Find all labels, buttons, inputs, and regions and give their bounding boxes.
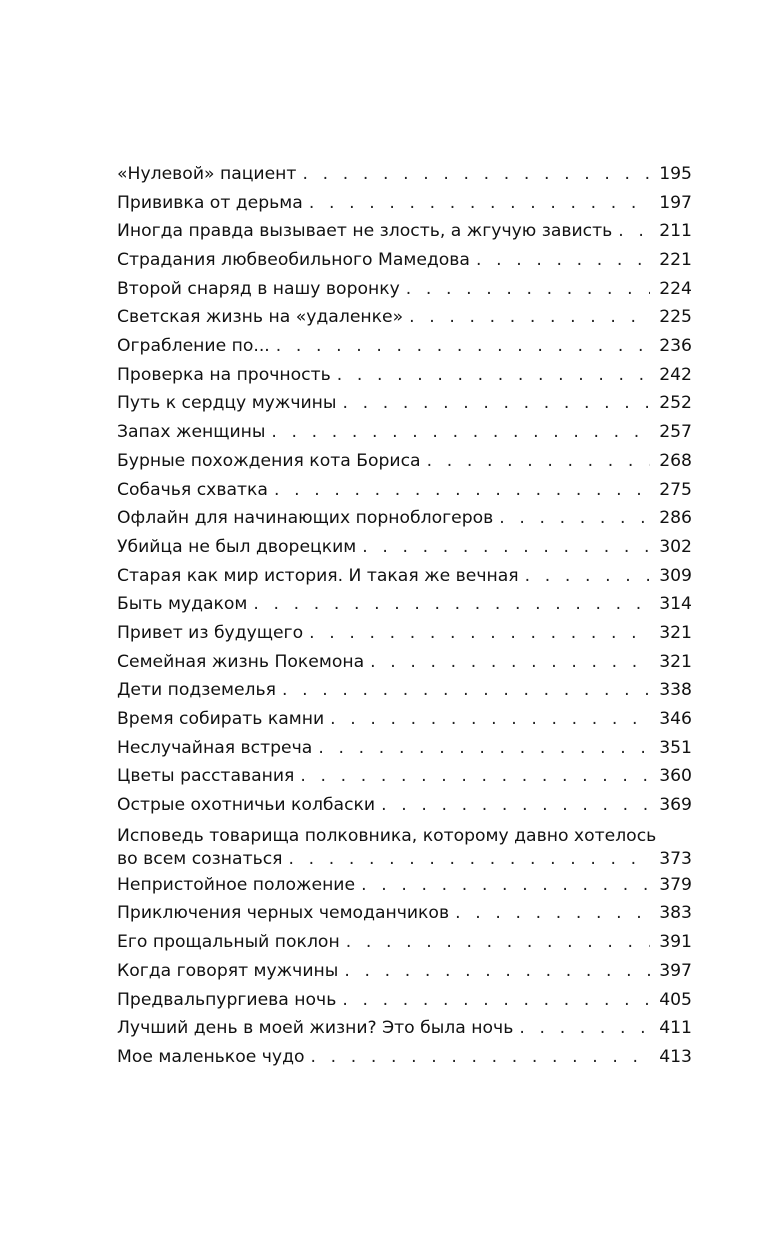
toc-entry (117, 986, 692, 1015)
toc-entry-page: 286 (659, 508, 692, 529)
toc-entry-title: Ограбление по... (117, 336, 270, 357)
dot-leader (406, 275, 650, 304)
dot-leader (344, 957, 650, 986)
toc-entry-page: 211 (659, 221, 692, 242)
dot-leader (271, 418, 650, 447)
toc-entry-title: Старая как мир история. И такая же вечная (117, 565, 519, 586)
toc-entry (117, 246, 692, 275)
dot-leader (310, 1043, 650, 1072)
toc-entry-title: Путь к сердцу мужчины (117, 393, 337, 414)
toc-entry-page: 373 (659, 848, 692, 869)
toc-entry-page: 379 (659, 874, 692, 895)
toc-entry-title-line2: во всем сознаться (117, 848, 283, 869)
dot-leader (274, 476, 650, 505)
toc-entry-page: 383 (659, 903, 692, 924)
toc-entry-page: 268 (659, 450, 692, 471)
dot-leader (282, 676, 650, 705)
toc-entry-page: 411 (659, 1018, 692, 1039)
dot-leader (370, 648, 650, 677)
toc-entry-page: 338 (659, 680, 692, 701)
dot-leader (427, 447, 650, 476)
toc-entry-page: 413 (659, 1046, 692, 1067)
table-of-contents (117, 160, 692, 1072)
toc-entry-title: Второй снаряд в нашу воронку (117, 278, 400, 299)
dot-leader (409, 303, 650, 332)
dot-leader (499, 504, 650, 533)
dot-leader (253, 590, 650, 619)
toc-entry-page: 360 (659, 766, 692, 787)
toc-entry-page: 321 (659, 622, 692, 643)
toc-entry (117, 361, 692, 390)
toc-entry-page: 197 (659, 192, 692, 213)
dot-leader (381, 791, 650, 820)
toc-entry-title: Лучший день в моей жизни? Это была ночь (117, 1018, 514, 1039)
dot-leader (455, 899, 650, 928)
dot-leader (276, 332, 650, 361)
toc-entry-page: 391 (659, 932, 692, 953)
toc-entry-page: 351 (659, 737, 692, 758)
toc-entry (117, 871, 692, 900)
toc-entry (117, 791, 692, 820)
toc-entry-title: Дети подземелья (117, 680, 276, 701)
toc-entry-title: «Нулевой» пациент (117, 163, 297, 184)
dot-leader (309, 619, 650, 648)
toc-entry-page: 314 (659, 594, 692, 615)
toc-entry-page: 236 (659, 336, 692, 357)
toc-entry (117, 590, 692, 619)
toc-entry-title: Прививка от дерьма (117, 192, 303, 213)
dot-leader (346, 928, 650, 957)
toc-entry-page: 195 (659, 163, 692, 184)
toc-entry (117, 303, 692, 332)
toc-entry-title: Непристойное положение (117, 874, 356, 895)
toc-entry (117, 820, 692, 871)
toc-entry-page: 221 (659, 250, 692, 271)
toc-entry-title: Время собирать камни (117, 709, 325, 730)
toc-entry (117, 676, 692, 705)
toc-entry (117, 390, 692, 419)
dot-leader (330, 705, 650, 734)
dot-leader (300, 762, 650, 791)
dot-leader (476, 246, 650, 275)
dot-leader (342, 986, 650, 1015)
toc-entry (117, 504, 692, 533)
toc-entry-title: Привет из будущего (117, 622, 304, 643)
toc-entry-title: Иногда правда вызывает не злость, а жгучую зависть (117, 221, 613, 242)
toc-entry-line2 (117, 848, 692, 871)
toc-entry (117, 533, 692, 562)
toc-entry-page: 302 (659, 536, 692, 557)
toc-entry-page: 309 (659, 565, 692, 586)
toc-entry-page: 275 (659, 479, 692, 500)
toc-entry-page: 369 (659, 795, 692, 816)
toc-entry-title: Предвальпургиева ночь (117, 989, 337, 1010)
toc-entry (117, 332, 692, 361)
toc-entry (117, 1014, 692, 1043)
toc-entry (117, 562, 692, 591)
toc-entry-title: Его прощальный поклон (117, 932, 340, 953)
dot-leader (525, 562, 650, 591)
dot-leader (362, 533, 650, 562)
toc-entry (117, 217, 692, 246)
toc-entry (117, 928, 692, 957)
toc-entry (117, 900, 692, 929)
toc-entry-page: 252 (659, 393, 692, 414)
dot-leader (309, 189, 650, 218)
toc-entry-title: Страдания любвеобильного Мамедова (117, 250, 470, 271)
dot-leader (337, 361, 650, 390)
toc-entry-title-line1: Исповедь товарища полковника, которому давно хотелось (117, 825, 657, 846)
toc-entry-page: 242 (659, 364, 692, 385)
toc-entry (117, 160, 692, 189)
toc-entry-title: Проверка на прочность (117, 364, 331, 385)
dot-leader (289, 848, 651, 871)
toc-entry-page: 397 (659, 960, 692, 981)
toc-entry (117, 762, 692, 791)
toc-entry-title: Быть мудаком (117, 594, 248, 615)
toc-entry (117, 275, 692, 304)
toc-entry-title: Убийца не был дворецким (117, 536, 357, 557)
toc-entry (117, 734, 692, 763)
toc-entry-page: 257 (659, 422, 692, 443)
toc-entry (117, 648, 692, 677)
toc-entry-page: 346 (659, 709, 692, 730)
toc-entry-title: Приключения черных чемоданчиков (117, 903, 450, 924)
toc-entry (117, 447, 692, 476)
toc-entry (117, 619, 692, 648)
dot-leader (519, 1014, 650, 1043)
toc-entry-title: Неслучайная встреча (117, 737, 313, 758)
toc-entry (117, 189, 692, 218)
toc-entry-title: Острые охотничьи колбаски (117, 795, 376, 816)
toc-entry (117, 418, 692, 447)
toc-entry (117, 1043, 692, 1072)
dot-leader (302, 160, 650, 189)
toc-entry-page: 321 (659, 651, 692, 672)
dot-leader (318, 734, 650, 763)
toc-entry-page: 225 (659, 307, 692, 328)
dot-leader (618, 217, 650, 246)
toc-entry-title: Светская жизнь на «удаленке» (117, 307, 404, 328)
toc-entry-title: Офлайн для начинающих порноблогеров (117, 508, 494, 529)
toc-entry-title: Семейная жизнь Покемона (117, 651, 365, 672)
toc-entry-title: Мое маленькое чудо (117, 1046, 305, 1067)
toc-entry-title: Цветы расставания (117, 766, 295, 787)
toc-entry (117, 957, 692, 986)
toc-entry-title: Запах женщины (117, 422, 266, 443)
toc-entry-page: 405 (659, 989, 692, 1010)
dot-leader (342, 389, 650, 418)
toc-entry-title: Когда говорят мужчины (117, 960, 339, 981)
toc-entry-title: Бурные похождения кота Бориса (117, 450, 421, 471)
dot-leader (361, 871, 650, 900)
toc-entry-page: 224 (659, 278, 692, 299)
toc-entry-title: Собачья схватка (117, 479, 268, 500)
toc-entry (117, 476, 692, 505)
toc-entry (117, 705, 692, 734)
